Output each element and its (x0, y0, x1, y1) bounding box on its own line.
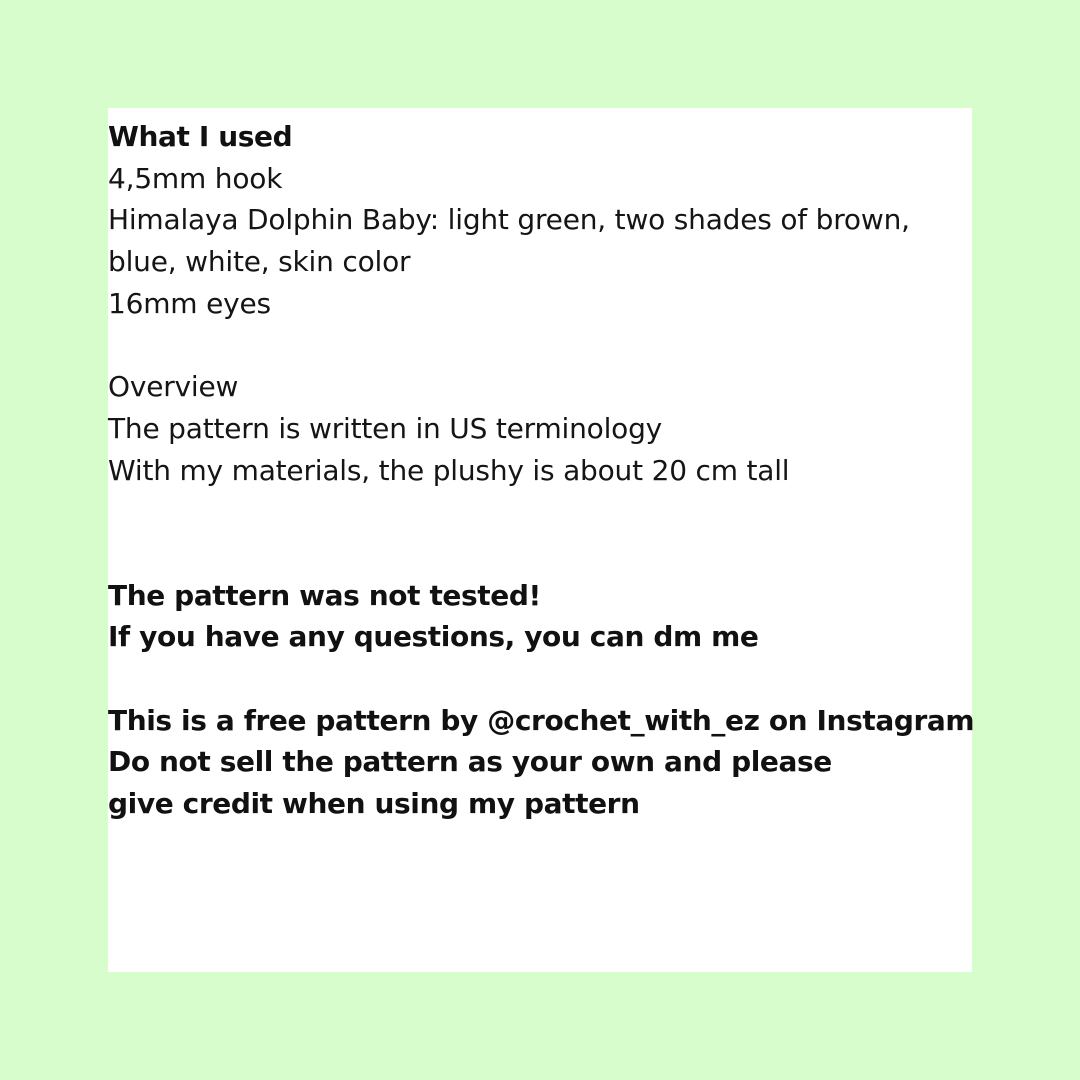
spacer (108, 533, 972, 575)
credit-give-credit: give credit when using my pattern (108, 787, 640, 820)
notice-questions: If you have any questions, you can dm me (108, 620, 759, 654)
spacer (108, 491, 972, 533)
spacer (108, 324, 972, 366)
pattern-info-text (108, 116, 975, 825)
spacer (108, 658, 972, 700)
material-yarn: Himalaya Dolphin Baby: light green, two shades of brown, (108, 203, 910, 237)
material-hook: 4,5mm hook (108, 161, 283, 195)
credit-do-not-sell: Do not sell the pattern as your own and please (108, 745, 832, 779)
overview-size: With my materials, the plushy is about 20 cm tall (108, 453, 790, 487)
material-eyes: 16mm eyes (108, 286, 271, 320)
materials-heading: What I used (108, 120, 293, 153)
credit-free-pattern: This is a free pattern by @crochet_with_ez on Instagram (108, 703, 975, 737)
pattern-info-card (108, 108, 975, 972)
overview-terminology: The pattern is written in US terminology (108, 411, 663, 445)
overview-heading: Overview (108, 370, 239, 404)
notice-not-tested: The pattern was not tested! (108, 578, 541, 612)
material-yarn-colors: blue, white, skin color (108, 245, 411, 279)
